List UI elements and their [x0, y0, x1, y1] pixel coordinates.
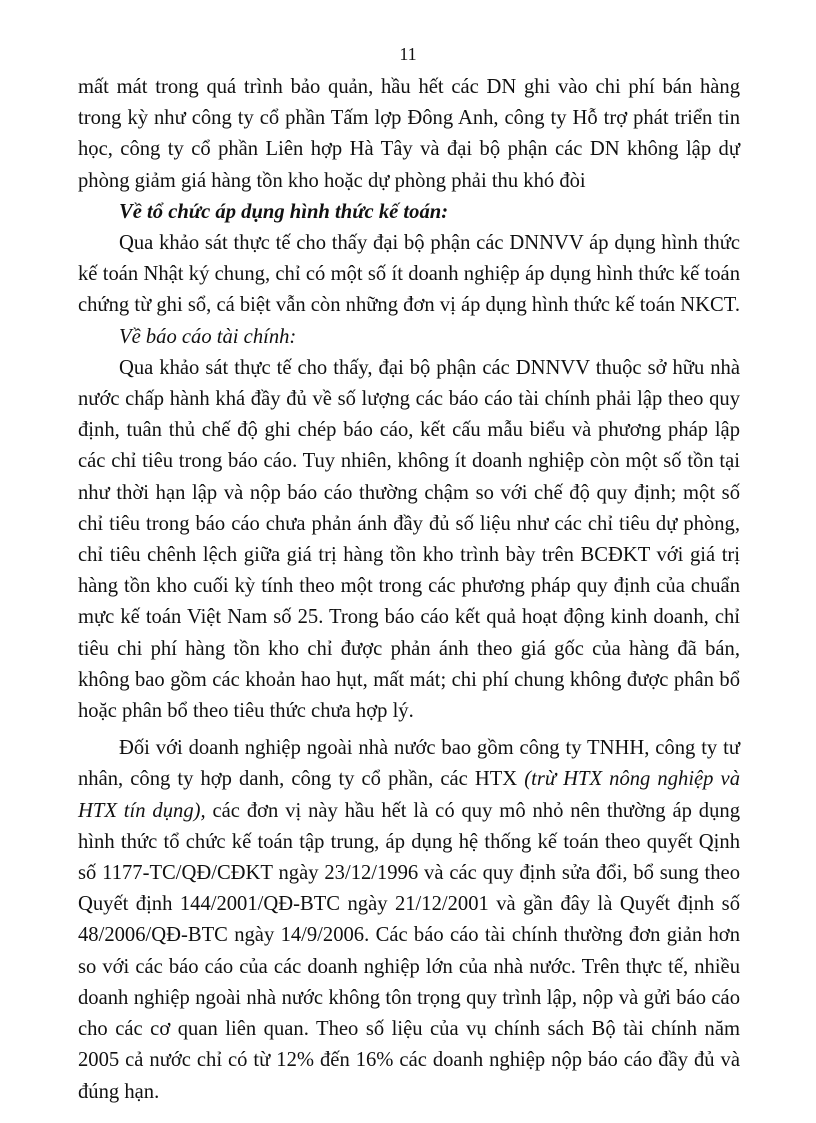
paragraph-non-state [78, 733, 740, 1107]
body-text [78, 72, 740, 1108]
heading-financial-report: Về báo cáo tài chính: [119, 325, 297, 348]
page-number: 11 [399, 44, 417, 64]
paragraph-non-state-b: các đơn vị này hầu hết là có quy mô nhỏ nên thường áp dụng hình thức tổ chức kế toán tập trung, áp dụng hệ thống kế toán theo quyết Qịnh số 1177-TC/QĐ/CĐKT ngày 23/12/1996 và các quy định sửa đổi, bổ sung theo Quyết định 144/2001/QĐ-BTC ngày 21/12/2001 và gần đây là Quyết định số 48/2006/QĐ-BTC ngày 14/9/2006. Các báo cáo tài chính thường đơn giản hơn so với các báo cáo của các doanh nghiệp lớn của nhà nước. Trên thực tế, nhiều doanh nghiệp ngoài nhà nước không tôn trọng quy trình lập, nộp và gửi báo cáo cho các cơ quan liên quan. Theo số liệu của vụ chính sách Bộ tài chính năm 2005 cả nước chỉ có từ 12% đến 16% các doanh nghiệp nộp báo cáo đầy đủ và đúng hạn. [78, 799, 740, 1103]
paragraph-intro: mất mát trong quá trình bảo quản, hầu hết các DN ghi vào chi phí bán hàng trong kỳ như công ty cổ phần Tấm lợp Đông Anh, công ty Hỗ trợ phát triển tin học, công ty cổ phần Liên hợp Hà Tây và đại bộ phận các DN không lập dự phòng giảm giá hàng tồn kho hoặc dự phòng phải thu khó đòi [78, 76, 740, 192]
paragraph-accounting-form: Qua khảo sát thực tế cho thấy đại bộ phận các DNNVV áp dụng hình thức kế toán Nhật ký chung, chỉ có một số ít doanh nghiệp áp dụng hình thức kế toán chứng từ ghi sổ, cá biệt vẫn còn những đơn vị áp dụng hình thức kế toán NKCT. [78, 232, 740, 317]
paragraph-financial-report: Qua khảo sát thực tế cho thấy, đại bộ phận các DNNVV thuộc sở hữu nhà nước chấp hành khá đầy đủ về số lượng các báo cáo tài chính phải lập theo quy định, tuân thủ chế độ ghi chép báo cáo, kết cấu mẫu biểu và phương pháp lập các chỉ tiêu trong báo cáo. Tuy nhiên, không ít doanh nghiệp còn một số tồn tại như thời hạn lập và nộp báo cáo thường chậm so với chế độ quy định; một số chỉ tiêu trong báo cáo chưa phản ánh đầy đủ số liệu như các chỉ tiêu dự phòng, chỉ tiêu chênh lệch giữa giá trị hàng tồn kho trình bày trên BCĐKT với giá trị hàng tồn kho cuối kỳ tính theo một trong các phương pháp quy định của chuẩn mực kế toán Việt Nam số 25. Trong báo cáo kết quả hoạt động kinh doanh, chỉ tiêu chi phí hàng tồn kho chỉ được phản ánh theo giá gốc của hàng đã bán, không bao gồm các khoản hao hụt, mất mát; chi phí chung không được phân bổ hoặc phân bổ theo tiêu thức chưa hợp lý. [78, 356, 740, 723]
paragraph-non-state-a: Đối với doanh nghiệp ngoài nhà nước bao gồm công ty TNHH, công ty tư nhân, công ty hợp danh, công ty cổ phần, các HTX [78, 737, 740, 791]
heading-accounting-form: Về tổ chức áp dụng hình thức kế toán: [119, 200, 449, 223]
paragraph-non-state-italic: (trừ HTX nông nghiệp và HTX tín dụng), [78, 768, 740, 822]
